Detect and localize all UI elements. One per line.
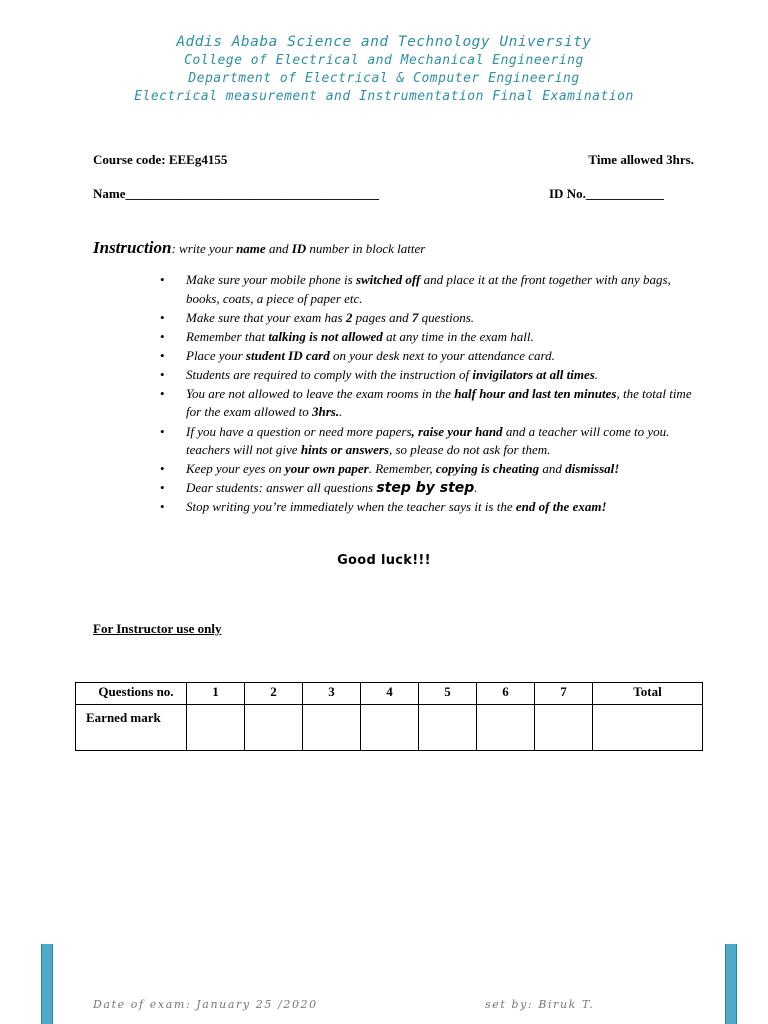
rule-text: Stop writing you’re immediately when the teacher says it is the [186,499,516,515]
question-number: 6 [477,683,535,705]
rule-text: and [539,461,566,477]
table-row [76,705,703,751]
id-field: ID No.____________ [549,186,664,201]
rule-text: You are not allowed to leave the exam rooms in the [186,385,455,401]
rule-text: Remember that [186,328,269,344]
university-title: Addis Ababa Science and Technology University [176,34,592,50]
table-row [76,683,703,705]
marks-table [75,682,703,751]
instruction-text-1: : write your [171,241,237,256]
rule-text: . [339,404,343,420]
course-code: Course code: EEEg4155 [93,152,228,167]
question-number: 2 [245,683,303,705]
rule-text: . Remember, [368,461,436,477]
rule-item [160,271,700,308]
rule-item [160,460,700,479]
rule-emphasis: step by step [376,480,475,497]
instruction-id-word: ID [291,241,307,256]
rule-emphasis: your own paper [284,461,369,477]
right-border-bar [725,944,737,1024]
mark-cell[interactable] [477,705,535,751]
earned-mark-label: Earned mark [76,705,187,751]
rule-text: and a teacher will come to you. teachers will not give [186,423,670,458]
rule-item [160,309,700,328]
rule-text: , the total time for the exam allowed to [186,385,692,420]
question-number: 7 [535,683,593,705]
instruction-line [93,238,425,258]
rule-emphasis: copying is cheating [435,461,540,477]
total-cell[interactable] [593,705,703,751]
name-field: Name_______________________________________ [93,186,379,201]
rule-item [160,423,700,460]
rule-emphasis: , raise your hand [411,423,503,439]
rule-text: and place it at the front together with any bags, books, coats, a piece of paper etc. [186,272,671,306]
college-title: College of Electrical and Mechanical Engineering [184,53,584,68]
rule-item [160,328,700,347]
instruction-text-3: number in block latter [306,241,426,256]
instruction-heading: Instruction [93,238,172,257]
question-number: 4 [361,683,419,705]
rule-text: on your desk next to your attendance card. [329,347,555,363]
rule-text: . [474,480,478,496]
rule-emphasis: 2 [345,309,353,325]
mark-cell[interactable] [419,705,477,751]
rule-emphasis: hints or answers [300,442,389,458]
rule-text: pages and [352,309,412,325]
rule-emphasis: invigilators at all times [472,366,595,382]
rule-text: . [594,366,599,382]
rule-emphasis: 7 [411,309,419,325]
rule-emphasis: talking is not allowed [268,328,383,344]
question-number: 5 [419,683,477,705]
rule-item [160,366,700,385]
rule-text: , so please do not ask for them. [388,442,551,458]
rule-text: Make sure that your exam has [186,309,346,325]
set-by: set by: Biruk T. [485,998,595,1011]
exam-title: Electrical measurement and Instrumentation Final Examination [134,89,634,104]
rule-emphasis: half hour and last ten minutes [454,385,617,401]
rule-item [160,498,700,517]
rule-text: Keep your eyes on [186,461,285,477]
left-border-bar [41,944,53,1024]
rule-item [160,479,700,498]
department-title: Department of Electrical & Computer Engineering [188,71,580,86]
exam-date: Date of exam: January 25 /2020 [93,998,318,1011]
rule-text: at any time in the exam hall. [382,328,534,344]
questions-header: Questions no. [76,683,187,705]
mark-cell[interactable] [361,705,419,751]
rule-emphasis: switched off [355,272,421,287]
mark-cell[interactable] [303,705,361,751]
rule-emphasis: end of the exam! [515,499,607,515]
mark-cell[interactable] [187,705,245,751]
rule-emphasis: 3hrs. [312,404,340,420]
rule-item [160,385,700,422]
instruction-text-2: and [265,241,292,256]
rule-text: Dear students: answer all questions [186,480,377,496]
instruction-name-word: name [236,241,266,256]
rule-emphasis: dismissal! [565,461,620,477]
rule-item [160,347,700,366]
rule-text: Students are required to comply with the instruction of [186,366,473,382]
rule-text: questions. [418,309,475,325]
question-number: 3 [303,683,361,705]
rule-text: Make sure your mobile phone is [186,272,356,287]
instructor-use-heading: For Instructor use only [93,621,222,636]
rules-list [160,271,700,517]
good-luck-text: Good luck!!! [337,553,431,568]
rule-emphasis: student ID card [245,347,330,363]
mark-cell[interactable] [245,705,303,751]
mark-cell[interactable] [535,705,593,751]
rule-text: If you have a question or need more papers [186,423,412,439]
question-number: 1 [187,683,245,705]
rule-text: Place your [186,347,246,363]
time-allowed: Time allowed 3hrs. [588,152,694,167]
total-header: Total [593,683,703,705]
